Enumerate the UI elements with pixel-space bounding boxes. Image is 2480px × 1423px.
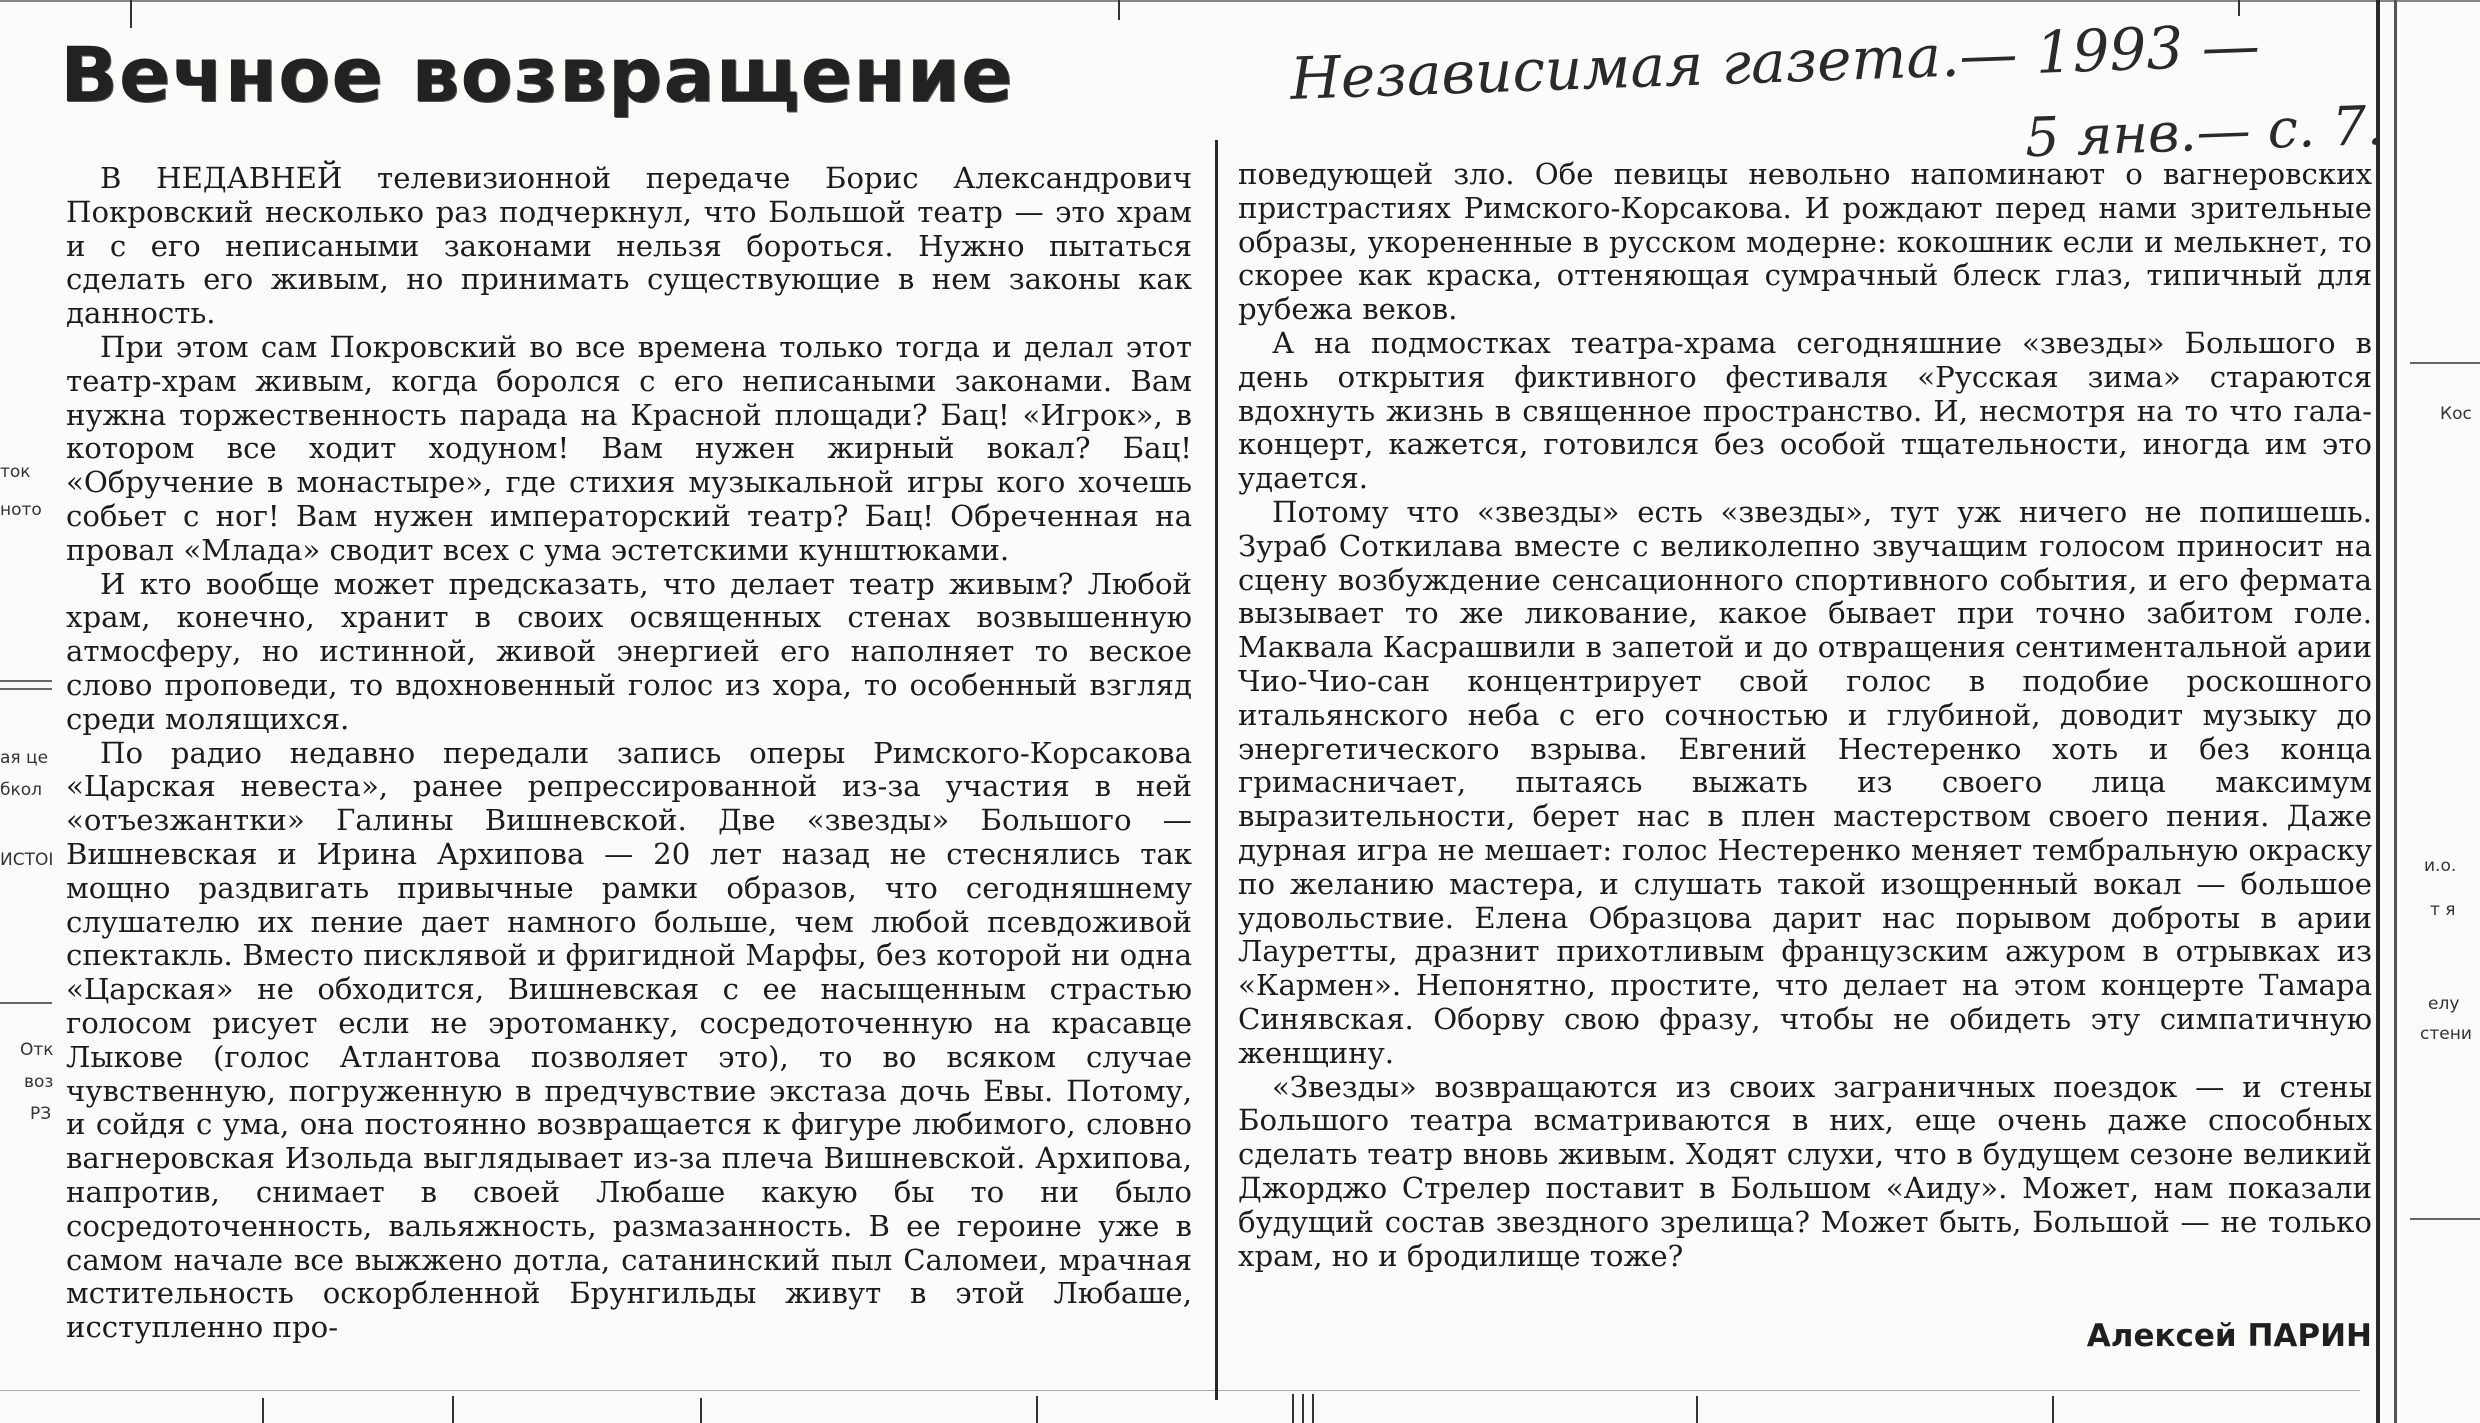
- scan-dash-line: [0, 1390, 2360, 1391]
- scan-tick-mark: [1302, 1394, 1304, 1423]
- margin-fragment: ИСТОI: [0, 850, 54, 870]
- margin-fragment: т я: [2430, 900, 2456, 920]
- margin-fragment: ното: [0, 500, 42, 520]
- margin-fragment: Отк: [20, 1040, 54, 1060]
- margin-fragment: елу: [2428, 994, 2460, 1014]
- scan-tick-mark: [2052, 1396, 2054, 1423]
- article-column-left: [66, 162, 1192, 1345]
- margin-fragment: и.о.: [2424, 856, 2457, 876]
- column-rule-right-outer: [2394, 0, 2397, 1423]
- scan-dash-line: [0, 1002, 52, 1004]
- article-column-right: [1238, 158, 2372, 1273]
- article-headline: Вечное возвращение: [60, 30, 1014, 119]
- article-paragraph: По радио недавно передали запись оперы Римского-Корсакова «Царская невеста», ранее репрессированной из-за участия в ней «отъезжантки» Галины Вишневской. Две «звезды» Большого — Вишневская и Ирина Архипова — 20 лет назад не стеснялись так мощно раздвигать привычные рамки образов, что сегодняшнему слушателю их пение дает намного больше, чем любой псевдоживой спектакль. Вместо писклявой и фригидной Марфы, без которой ни одна «Царская» не обходится, Вишневская с ее насыщенным страстью голосом рисует если не эротоманку, сосредоточенную на красавце Лыкове (голос Атлантова позволяет это), то во всяком случае чувственную, погруженную в предчувствие экстаза дочь Евы. Потому, и сойдя с ума, она постоянно возвращается к фигуре любимого, словно вагнеровская Изольда выглядывает из-за плеча Вишневской. Архипова, напротив, снимает в своей Любаше какую бы то ни было сосредоточенность, вальяжность, размазанность. В ее героине уже в самом начале все выжжено дотла, сатанинский пыл Саломеи, мрачная мстительность оскорбленной Брунгильды живут в этой Любаше, исступленно про-: [66, 735, 1192, 1345]
- scan-tick-mark: [1696, 1396, 1698, 1423]
- scan-tick-mark: [262, 1398, 264, 1423]
- scan-tick-mark: [452, 1396, 454, 1423]
- margin-fragment: ая це: [0, 748, 49, 768]
- scan-tick-mark: [700, 1398, 702, 1423]
- margin-fragment: ток: [0, 462, 31, 482]
- margin-fragment: РЗ: [30, 1104, 52, 1124]
- article-paragraph: «Звезды» возвращаются из своих заграничных поездок — и стены Большого театра всматриваются в них, еще очень даже способных сделать театр вновь живым. Ходят слухи, что в будущем сезоне великий Джорджо Стрелер поставит в Большом «Аиду». Может, нам показали будущий состав звездного зрелища? Может быть, Большой — не только храм, но и бродилище тоже?: [1238, 1069, 2372, 1273]
- handwritten-date-note: 5 янв.— с. 7.: [2024, 93, 2385, 170]
- article-paragraph: поведующей зло. Обе певицы невольно напоминают о вагнеровских пристрастиях Римского-Корсакова. И рождают перед нами зрительные образы, укорененные в русском модерне: кокошник если и мелькнет, то скорее как краска, оттеняющая сумрачный блеск глаз, типичный для рубежа веков.: [1238, 157, 2372, 327]
- article-paragraph: А на подмостках театра-храма сегодняшние «звезды» Большого в день открытия фиктивного фестиваля «Русская зима» стараются вдохнуть жизнь в священное пространство. И, несмотря на то что гала-концерт, кажется, готовился без особой тщательности, иногда им это удается.: [1238, 325, 2372, 496]
- author-signature: Алексей ПАРИН: [2086, 1318, 2372, 1354]
- article-paragraph: И кто вообще может предсказать, что делает театр живым? Любой храм, конечно, хранит в своих освященных стенах возвышенную атмосферу, но истинной, живой энергией его наполняет то веское слово проповеди, то вдохновенный голос из хора, то особенный взгляд среди молящихся.: [66, 566, 1192, 736]
- scan-tick-mark: [1312, 1394, 1314, 1423]
- column-rule-right: [2376, 0, 2380, 1423]
- handwritten-source-note: Независимая газета.— 1993 —: [1289, 11, 2261, 113]
- article-paragraph: В НЕДАВНЕЙ телевизионной передаче Борис Александрович Покровский несколько раз подчеркнул, что Большой театр — это храм и с его неписаными законами нельзя бороться. Нужно пытаться сделать его живым, но принимать существующие в нем законы как данность.: [66, 161, 1192, 331]
- scan-dash-line: [2410, 1218, 2480, 1220]
- scan-tick-mark: [1118, 0, 1120, 20]
- scan-tick-mark: [130, 0, 132, 28]
- column-divider: [1215, 140, 1218, 1400]
- article-paragraph: При этом сам Покровский во все времена только тогда и делал этот театр-храм живым, когда боролся с его неписаными законами. Вам нужна торжественность парада на Красной площади? Бац! «Игрок», в котором все ходит ходуном! Вам нужен жирный вокал? Бац! «Обручение в монастыре», где стихия музыкальной игры кого хочешь собьет с ног! Вам нужен императорский театр? Бац! Обреченная на провал «Млада» сводит всех с ума эстетскими кунштюками.: [66, 329, 1192, 567]
- scan-tick-mark: [1292, 1394, 1294, 1423]
- margin-fragment: бкол: [0, 780, 43, 800]
- margin-fragment: Кос: [2440, 404, 2472, 424]
- margin-fragment: стени: [2420, 1024, 2472, 1044]
- scan-tick-mark: [1036, 1396, 1038, 1423]
- scan-dash-line: [0, 680, 52, 682]
- scan-top-edge: [0, 0, 2480, 2]
- scan-dash-line: [2410, 362, 2480, 364]
- article-paragraph: Потому что «звезды» есть «звезды», тут уж ничего не попишешь. Зураб Соткилава вместе с великолепно звучащим голосом приносит на сцену возбуждение сенсационного спортивного события, и его фермата вызывает то же ликование, какое бывает при точно забитом голе. Маквала Касрашвили в запетой и до отвращения сентиментальной арии Чио-Чио-сан концентрирует свой голос в подобие роскошного итальянского неба с его сочностью и глубиной, доводит музыку до энергетического взрыва. Евгений Нестеренко хоть и без конца гримасничает, пытаясь выжать из своего лица максимум выразительности, берет нас в плен мастерством своего пения. Даже дурная игра не мешает: голос Нестеренко меняет тембральную окраску по желанию мастера, и слушать такой изощренный вокал — большое удовольствие. Елена Образцова дарит нас порывом доброты в арии Лауретты, дразнит прихотливым французским ажуром в отрывках из «Кармен». Непонятно, простите, что делает на этом концерте Тамара Синявская. Оборву свою фразу, чтобы не обидеть эту симпатичную женщину.: [1238, 494, 2372, 1070]
- scan-dash-line: [0, 688, 52, 690]
- margin-fragment: воз: [24, 1072, 54, 1092]
